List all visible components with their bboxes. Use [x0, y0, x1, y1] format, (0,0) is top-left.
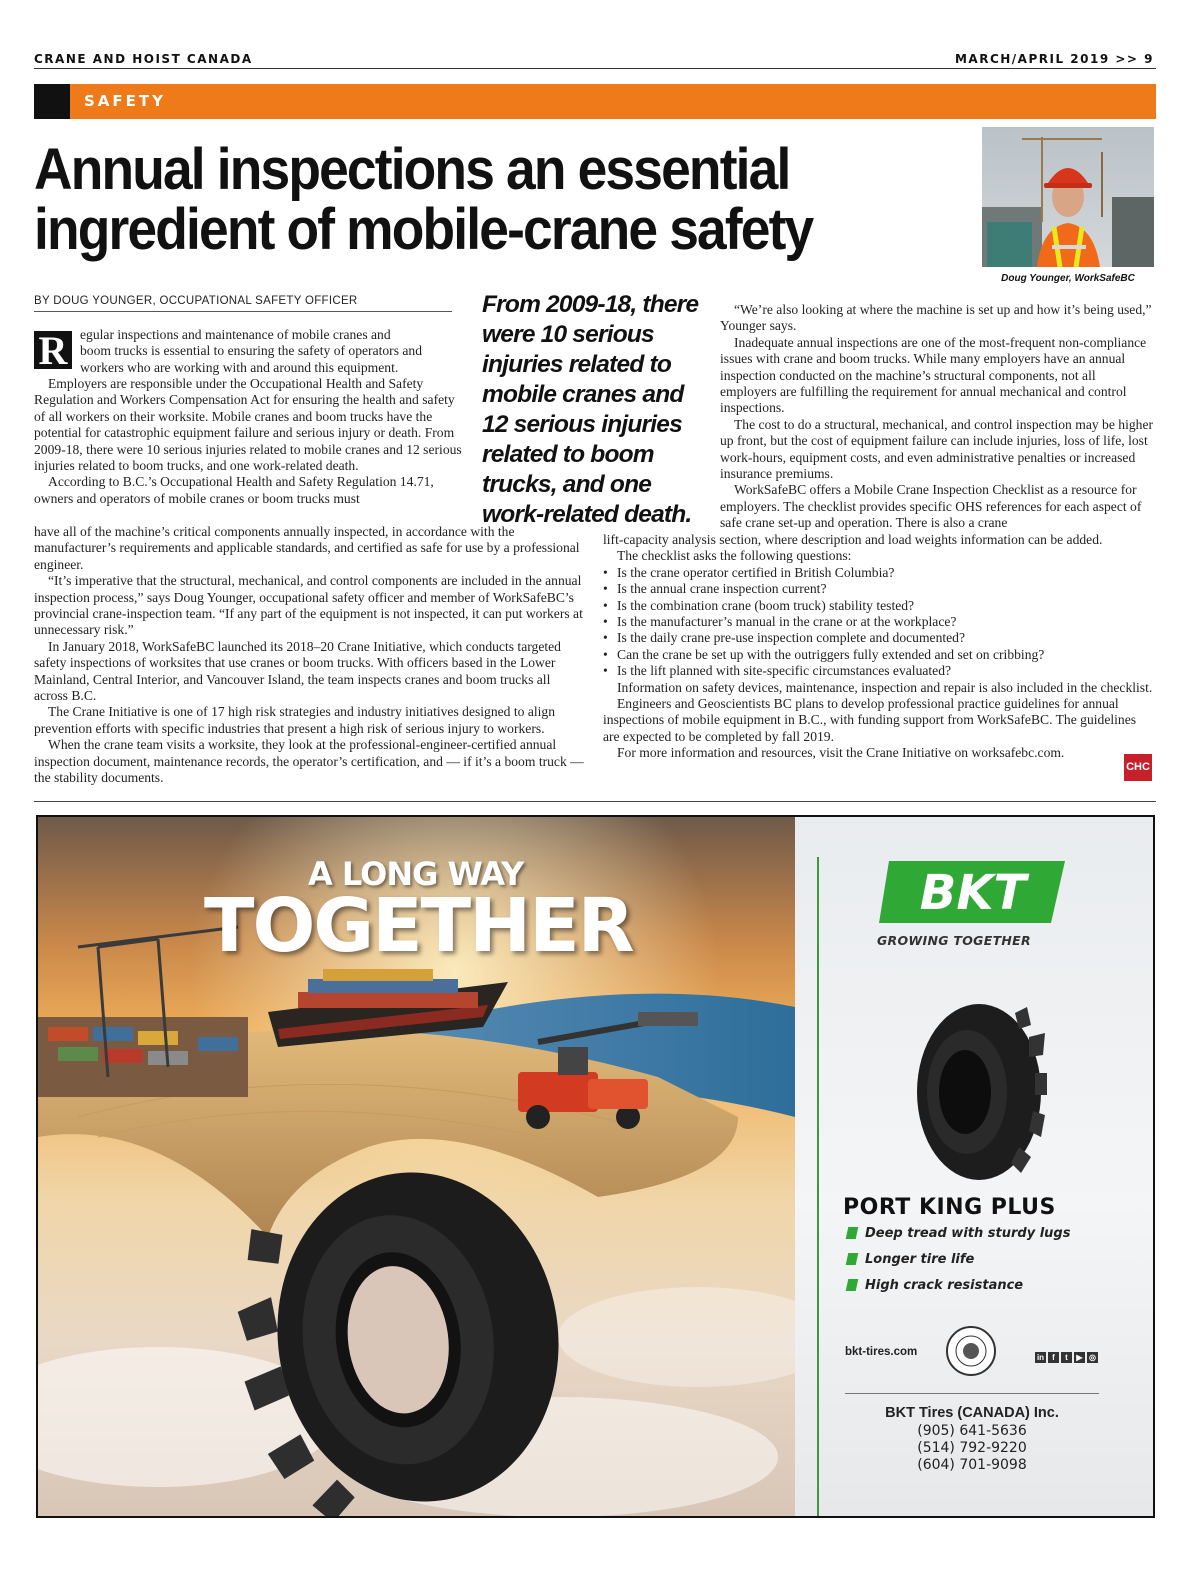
author-photo — [982, 127, 1154, 267]
section-marker — [34, 84, 70, 119]
company-name: BKT Tires (CANADA) Inc. — [885, 1405, 1059, 1421]
paragraph: have all of the machine’s critical components annually inspected, in accordance with the manufacturer’s requirements and applicable standards, and certified as safe for use by a professional engineer. — [34, 524, 580, 572]
phone-number: (514) 792-9220 — [917, 1440, 1027, 1456]
feature-item — [847, 1252, 974, 1267]
headline — [34, 137, 862, 262]
intro-line: egular inspections and maintenance of mobile cranes and — [80, 327, 391, 342]
product-tire-image — [907, 997, 1047, 1187]
byline: BY DOUG YOUNGER, OCCUPATIONAL SAFETY OFFICER — [34, 295, 358, 307]
feature-item — [847, 1278, 1023, 1293]
section-bar — [70, 84, 1156, 119]
section-label: SAFETY — [84, 92, 166, 110]
header-rule — [34, 68, 1156, 69]
publication-name: CRANE AND HOIST CANADA — [34, 52, 253, 66]
checklist-item: • Can the crane be set up with the outriggers fully extended and set on cribbing? — [603, 647, 1155, 663]
tagline: GROWING TOGETHER — [877, 933, 1031, 948]
accent-line — [817, 857, 819, 1517]
feature-text: Deep tread with sturdy lugs — [865, 1226, 1071, 1241]
ad-product-panel — [795, 817, 1153, 1516]
phone-number: (905) 641-5636 — [917, 1423, 1027, 1439]
ad-headline-small: A LONG WAY — [308, 855, 524, 893]
drop-cap: R — [34, 331, 72, 369]
website-link[interactable]: bkt-tires.com — [845, 1346, 918, 1358]
feature-item — [847, 1226, 1070, 1241]
article-separator — [34, 801, 1156, 802]
intro-lines — [80, 327, 464, 376]
issue-page: MARCH/APRIL 2019 >> 9 — [954, 52, 1154, 66]
column-2-narrow — [720, 302, 1154, 532]
ad-headline-big: TOGETHER — [204, 883, 633, 969]
column-1-narrow — [34, 376, 462, 507]
end-mark-logo: CHC — [1124, 754, 1152, 781]
paragraph: When the crane team visits a worksite, they look at the professional-engineer-certified annual inspection document, maintenance records, the operator’s certification, and — if it’s a boom truck — the stability documents. — [34, 737, 584, 786]
bullet-icon — [846, 1279, 859, 1291]
checklist-item: • Is the lift planned with site-specific circumstances evaluated? — [603, 663, 1155, 679]
paragraph: lift-capacity analysis section, where description and load weights information can be added. — [603, 532, 1103, 547]
bkt-logo-text: BKT — [919, 865, 1027, 921]
headline-line-2: ingredient of mobile-crane safety — [34, 197, 813, 262]
intro-line: boom trucks is essential to ensuring the safety of operators and — [80, 343, 423, 359]
off-highway-seal-icon — [945, 1325, 997, 1377]
contact-rule — [845, 1393, 1099, 1394]
twitter-icon[interactable]: t — [1061, 1352, 1072, 1363]
youtube-icon[interactable]: ▶ — [1074, 1352, 1085, 1363]
facebook-icon[interactable]: f — [1048, 1352, 1059, 1363]
product-name: PORT KING PLUS — [843, 1195, 1056, 1220]
phone-number: (604) 701-9098 — [917, 1457, 1027, 1473]
bkt-logo — [879, 859, 1067, 925]
paragraph: According to B.C.’s Occupational Health and Safety Regulation 14.71, owners and operators of mobile cranes or boom trucks must — [34, 474, 434, 506]
social-icons — [1035, 1347, 1100, 1365]
checklist-item: • Is the daily crane pre-use inspection complete and documented? — [603, 630, 1155, 646]
checklist-item: • Is the combination crane (boom truck) stability tested? — [603, 598, 1155, 614]
paragraph: Inadequate annual inspections are one of the most-frequent non-compliance issues with crane and boom trucks. While many employers have an annual inspection conducted on the machine’s structural components, not all employers are fulfilling the requirement for annual mechanical and control inspections. — [720, 334, 1147, 416]
paragraph: Employers are responsible under the Occupational Health and Safety Regulation and Workers Compensation Act for ensuring the health and safety of all workers on their worksite. Mobile cranes and boom trucks have the potential for catastrophic equipment failure and serious injury or death. From 2009-18, there were 10 serious injuries related to mobile cranes and 12 serious injuries related to boom trucks, and one work-related death. — [34, 376, 462, 474]
headline-line-1: Annual inspections an essential — [34, 137, 790, 202]
checklist-item: • Is the annual crane inspection current? — [603, 581, 1155, 597]
checklist — [603, 565, 1155, 680]
paragraph: “It’s imperative that the structural, mechanical, and control components are included in the annual inspection process,” says Doug Younger, occupational safety officer and member of WorkSafeBC’s provincial crane-inspection team. “If any part of the equipment is not inspected, it can put workers at unnecessary risk.” — [34, 573, 583, 638]
pull-quote: From 2009-18, there were 10 serious injuries related to mobile cranes and 12 serious injuries related to boom trucks, and one work-related death. — [482, 291, 699, 528]
paragraph: Information on safety devices, maintenance, inspection and repair is also included in the checklist. — [617, 679, 1153, 695]
linkedin-icon[interactable]: in — [1036, 1353, 1045, 1362]
paragraph: In January 2018, WorkSafeBC launched its 2018–20 Crane Initiative, which conducts targeted safety inspections of worksites that use cranes or boom trucks. With officers based in the Lower Mainland, Central Interior, and Vancouver Island, the team inspects cranes and boom trucks all across B.C. — [34, 638, 561, 704]
feature-text: Longer tire life — [865, 1252, 975, 1267]
photo-caption: Doug Younger, WorkSafeBC — [1001, 273, 1135, 284]
paragraph: “We’re also looking at where the machine is set up and how it’s being used,” Younger says. — [720, 302, 1152, 334]
byline-rule — [34, 311, 452, 312]
checklist-item: • Is the manufacturer’s manual in the crane or at the workplace? — [603, 614, 1155, 630]
paragraph: For more information and resources, visit the Crane Initiative on worksafebc.com. — [617, 745, 1065, 761]
intro-line: workers who are working with and around this equipment. — [80, 359, 399, 375]
bkt-advertisement[interactable] — [36, 815, 1155, 1518]
column-2-wide — [603, 532, 1155, 762]
paragraph: The cost to do a structural, mechanical, and control inspection may be higher up front, but the cost of equipment failure can include injuries, loss of life, lost work-hours, equipment costs, and even administrative penalties or increased insurance premiums. — [720, 416, 1154, 482]
feature-text: High crack resistance — [865, 1278, 1024, 1293]
paragraph: The Crane Initiative is one of 17 high risk strategies and industry initiatives designed to align prevention efforts with specific industries that present a high risk of serious injury to workers. — [34, 704, 556, 736]
paragraph: WorkSafeBC offers a Mobile Crane Inspection Checklist as a resource for employers. The checklist provides specific OHS references for each aspect of safe crane set-up and operation. There is also a crane — [720, 482, 1142, 531]
paragraph: Engineers and Geoscientists BC plans to develop professional practice guidelines for annual inspections of mobile equipment in B.C., with funding support from WorkSafeBC. The guidelines are expected to be completed by fall 2019. — [603, 696, 1137, 744]
bullet-icon — [846, 1227, 859, 1239]
checklist-item: • Is the crane operator certified in British Columbia? — [603, 565, 1155, 581]
instagram-icon[interactable]: ◎ — [1087, 1352, 1098, 1363]
column-1-wide — [34, 524, 584, 787]
paragraph: The checklist asks the following questions: — [617, 548, 852, 564]
bullet-icon — [846, 1253, 859, 1265]
